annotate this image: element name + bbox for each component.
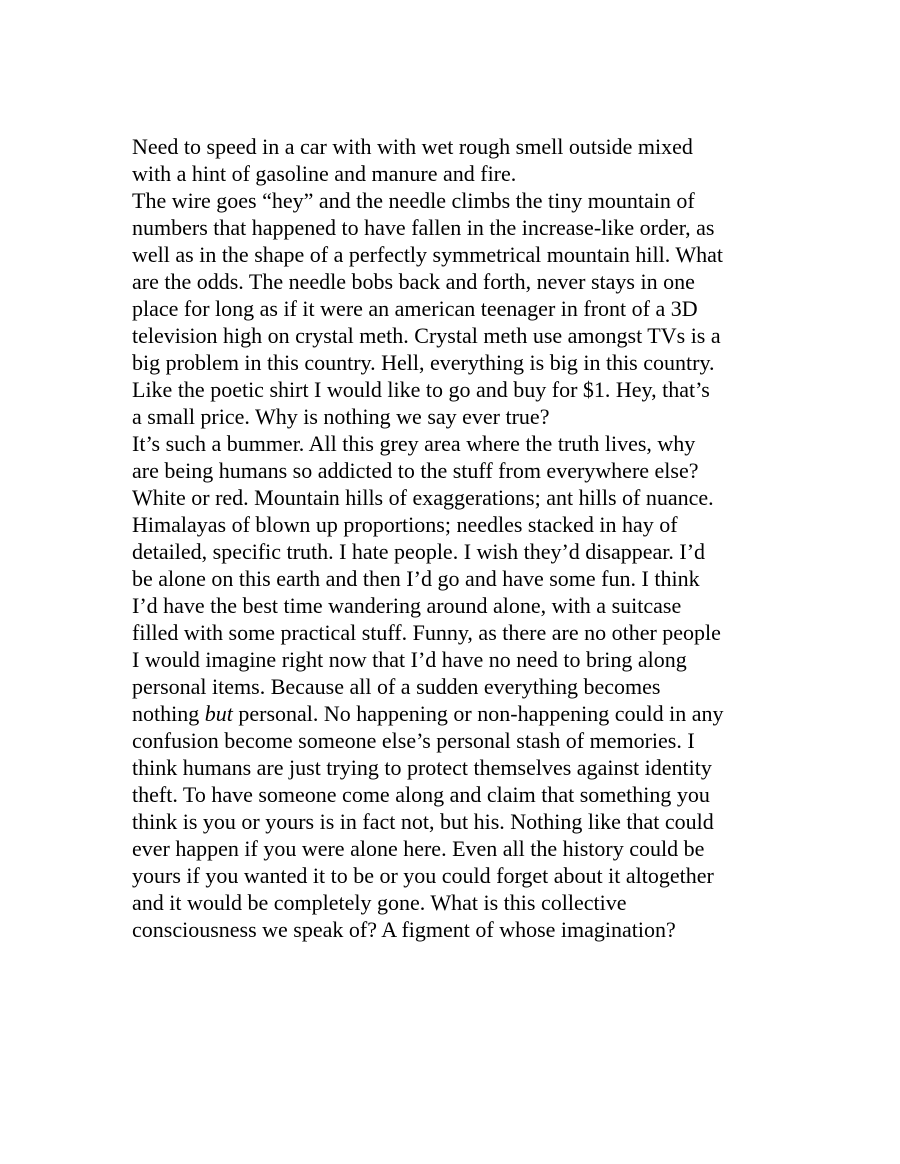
text-line: confusion become someone else’s personal stash of memories. I (132, 728, 695, 753)
italic-emphasis: but (204, 701, 233, 726)
text-line: a small price. Why is nothing we say ever true? (132, 404, 550, 429)
text-line: personal items. Because all of a sudden everything becomes (132, 674, 661, 699)
text-line: I’d have the best time wandering around alone, with a suitcase (132, 593, 682, 618)
text-line: are the odds. The needle bobs back and forth, never stays in one (132, 269, 695, 294)
text-segment: personal. No happening or non-happening could in any (232, 701, 724, 726)
text-line: are being humans so addicted to the stuff from everywhere else? (132, 458, 699, 483)
text-line: Like the poetic shirt I would like to go and buy for $1. Hey, that’s (132, 377, 710, 402)
text-line: detailed, specific truth. I hate people. I wish they’d disappear. I’d (132, 539, 706, 564)
text-line: big problem in this country. Hell, everything is big in this country. (132, 350, 715, 375)
text-line: filled with some practical stuff. Funny, as there are no other people (132, 620, 721, 645)
text-line: consciousness we speak of? A figment of whose imagination? (132, 917, 676, 942)
text-line (132, 700, 782, 727)
text-line: The wire goes “hey” and the needle climbs the tiny mountain of (132, 188, 695, 213)
text-line: ever happen if you were alone here. Even all the history could be (132, 836, 705, 861)
text-line: numbers that happened to have fallen in the increase-like order, as (132, 215, 715, 240)
text-line: and it would be completely gone. What is this collective (132, 890, 627, 915)
text-line: theft. To have someone come along and claim that something you (132, 782, 710, 807)
text-line: I would imagine right now that I’d have no need to bring along (132, 647, 687, 672)
text-line: It’s such a bummer. All this grey area where the truth lives, why (132, 431, 696, 456)
text-line: place for long as if it were an american teenager in front of a 3D (132, 296, 698, 321)
text-line: television high on crystal meth. Crystal meth use amongst TVs is a (132, 323, 721, 348)
body-text (132, 133, 782, 943)
text-line: think is you or yours is in fact not, but his. Nothing like that could (132, 809, 714, 834)
text-line: Himalayas of blown up proportions; needles stacked in hay of (132, 512, 678, 537)
text-line: well as in the shape of a perfectly symmetrical mountain hill. What (132, 242, 723, 267)
text-line: Need to speed in a car with with wet rough smell outside mixed (132, 134, 693, 159)
text-line: think humans are just trying to protect themselves against identity (132, 755, 712, 780)
text-line: White or red. Mountain hills of exaggerations; ant hills of nuance. (132, 485, 714, 510)
text-segment: nothing (132, 701, 205, 726)
text-line: yours if you wanted it to be or you could forget about it altogether (132, 863, 714, 888)
text-line: with a hint of gasoline and manure and fire. (132, 161, 517, 186)
text-line: be alone on this earth and then I’d go and have some fun. I think (132, 566, 700, 591)
